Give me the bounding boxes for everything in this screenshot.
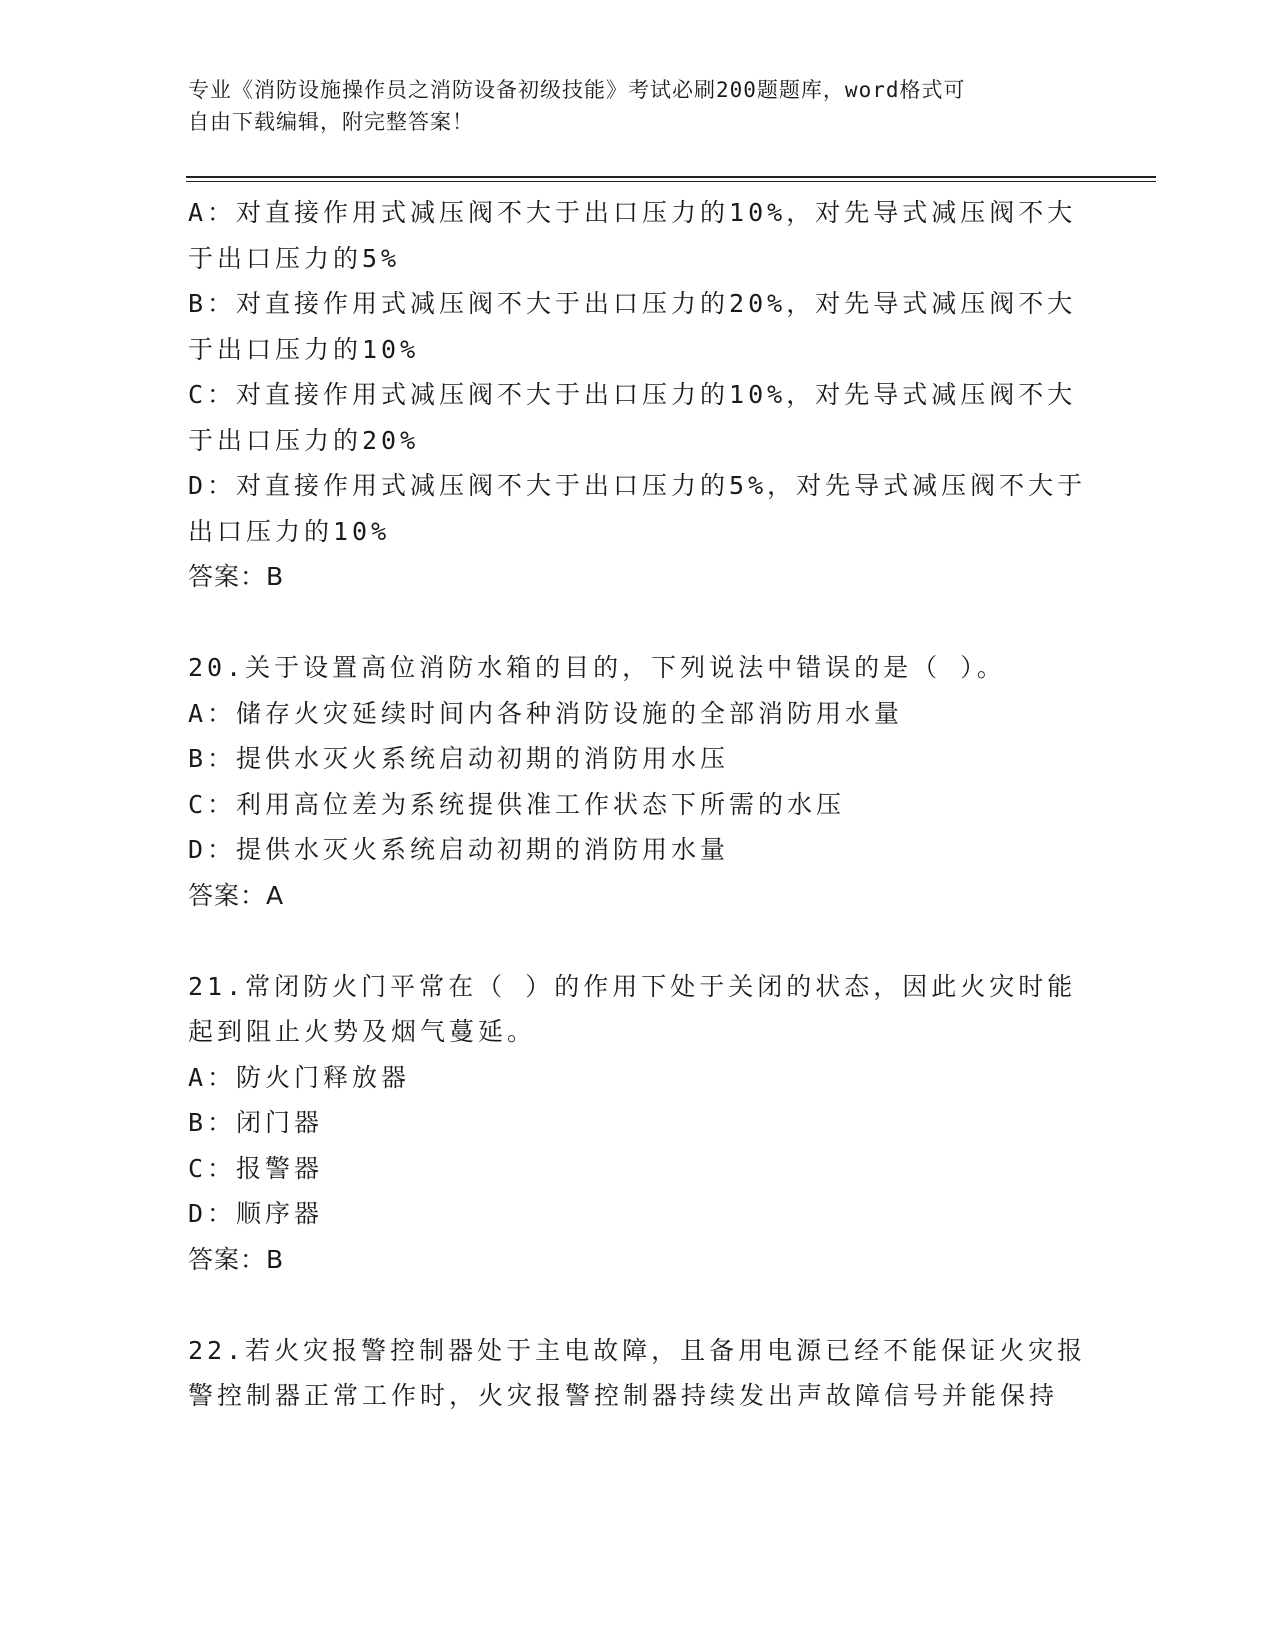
spacer — [188, 600, 1088, 646]
question-20 — [188, 645, 1088, 918]
option-a-line-1: A：对直接作用式减压阀不大于出口压力的10%，对先导式减压阀不大 — [188, 198, 1077, 227]
option-c-line-2: 于出口压力的20% — [188, 425, 420, 455]
option-b: B：闭门器 — [188, 1108, 324, 1137]
question-20-text: 20.关于设置高位消防水箱的目的，下列说法中错误的是（ ）。 — [188, 653, 1006, 682]
option-c: C：利用高位差为系统提供准工作状态下所需的水压 — [188, 789, 846, 819]
spacer — [188, 1282, 1088, 1328]
option-a: A：储存火灾延续时间内各种消防设施的全部消防用水量 — [188, 698, 904, 728]
option-c-line-1: C：对直接作用式减压阀不大于出口压力的10%，对先导式减压阀不大 — [188, 380, 1077, 409]
answer-19: 答案：B — [188, 562, 285, 591]
question-22-text-line-1: 22.若火灾报警控制器处于主电故障，且备用电源已经不能保证火灾报 — [188, 1335, 1087, 1365]
answer-21: 答案：B — [188, 1244, 285, 1274]
question-content — [188, 190, 1088, 1419]
question-22 — [188, 1328, 1088, 1419]
header-line-2: 自由下载编辑，附完整答案！ — [188, 110, 474, 134]
question-21-text-line-2: 起到阻止火势及烟气蔓延。 — [188, 1017, 537, 1046]
document-header — [188, 74, 1068, 138]
option-b-line-1: B：对直接作用式减压阀不大于出口压力的20%，对先导式减压阀不大 — [188, 289, 1077, 318]
question-22-text-line-2: 警控制器正常工作时，火灾报警控制器持续发出声故障信号并能保持 — [188, 1381, 1059, 1410]
option-c: C：报警器 — [188, 1153, 324, 1183]
header-line-1: 专业《消防设施操作员之消防设备初级技能》考试必刷200题题库，word格式可 — [188, 78, 966, 102]
option-d-line-2: 出口压力的10% — [188, 516, 391, 546]
option-a: A：防火门释放器 — [188, 1062, 411, 1092]
option-a-line-2: 于出口压力的5% — [188, 243, 401, 273]
header-rule-thin — [186, 181, 1156, 182]
spacer — [188, 918, 1088, 964]
option-d-line-1: D：对直接作用式减压阀不大于出口压力的5%，对先导式减压阀不大于 — [188, 471, 1087, 500]
question-19-options — [188, 190, 1088, 600]
header-rule-thick — [186, 176, 1156, 178]
option-b-line-2: 于出口压力的10% — [188, 334, 420, 364]
option-b: B：提供水灭火系统启动初期的消防用水压 — [188, 744, 730, 773]
option-d: D：顺序器 — [188, 1199, 324, 1228]
question-21-text-line-1: 21.常闭防火门平常在（ ）的作用下处于关闭的状态，因此火灾时能 — [188, 971, 1077, 1001]
answer-20: 答案：A — [188, 880, 285, 910]
option-d: D：提供水灭火系统启动初期的消防用水量 — [188, 835, 730, 864]
question-21 — [188, 964, 1088, 1283]
